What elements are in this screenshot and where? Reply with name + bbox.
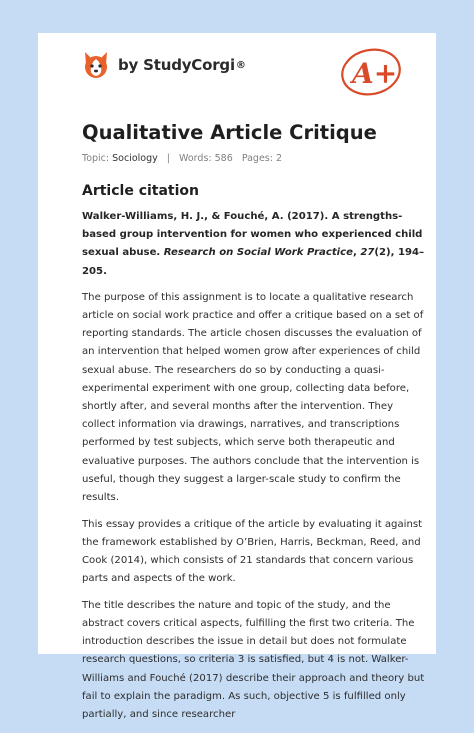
document-meta <box>82 153 282 164</box>
corgi-logo-icon <box>82 50 110 80</box>
topic-label: Topic: <box>82 153 110 164</box>
paragraph: The purpose of this assignment is to locate a qualitative research article on social work practice and offer a critique based on a set of reporting standards. The article chosen discusses the evaluation of an intervention that helped women grow after experiences of child sexual abuse. The researchers do so by conducting a quasi-experimental experiment with one group, collecting data before, shortly after, and several months after the intervention. They collect information via drawings, narratives, and transcriptions performed by test subjects, which serve both therapeutic and evaluative purposes. The authors conclude that the intervention is useful, though they suggest a larger-scale study to confirm the results. <box>82 291 424 504</box>
meta-separator: | <box>166 153 170 164</box>
section-heading: Article citation <box>82 183 200 199</box>
brand-name: by StudyCorgi <box>118 56 235 74</box>
words-value: 586 <box>214 153 233 164</box>
document-page <box>38 33 436 721</box>
citation <box>82 208 427 281</box>
brand-logo[interactable] <box>82 50 246 80</box>
paragraph: The title describes the nature and topic of the study, and the abstract covers critical aspects, fulfilling the first two criteria. The introduction describes the issue in detail but does not formulate research questions, so criteria 3 is satisfied, but 4 is not. Walker-Williams and Fouché (2017) describe their approach and theory but fail to explain the paradigm. As such, objective 5 is fulfilled only partially, and since researcher <box>82 599 425 721</box>
paragraph: This essay provides a critique of the article by evaluating it against the framework established by O’Brien, Harris, Beckman, Reed, and Cook (2014), which consists of 21 standards that concern various parts and aspects of the work. <box>82 518 423 585</box>
grade-badge-icon <box>338 43 412 97</box>
registered-mark: ® <box>235 59 246 71</box>
citation-sep: , <box>352 247 361 259</box>
topic-link[interactable]: Sociology <box>112 153 158 164</box>
pages-label: Pages: <box>241 153 273 164</box>
citation-journal: Research on Social Work Practice <box>163 247 353 259</box>
citation-issue-pages: (2), 194–205. <box>82 247 425 277</box>
words-label: Words: <box>179 153 212 164</box>
grade-badge-text: A+ <box>352 57 398 90</box>
pages-value: 2 <box>276 153 283 164</box>
page-title: Qualitative Article Critique <box>82 121 377 144</box>
article-body <box>82 208 427 733</box>
citation-volume: 27 <box>360 247 375 259</box>
citation-authors: Walker-Williams, H. J., & Fouché, A. (2017). A strengths-based group intervention for women who experienced child sexual abuse. <box>82 211 423 259</box>
